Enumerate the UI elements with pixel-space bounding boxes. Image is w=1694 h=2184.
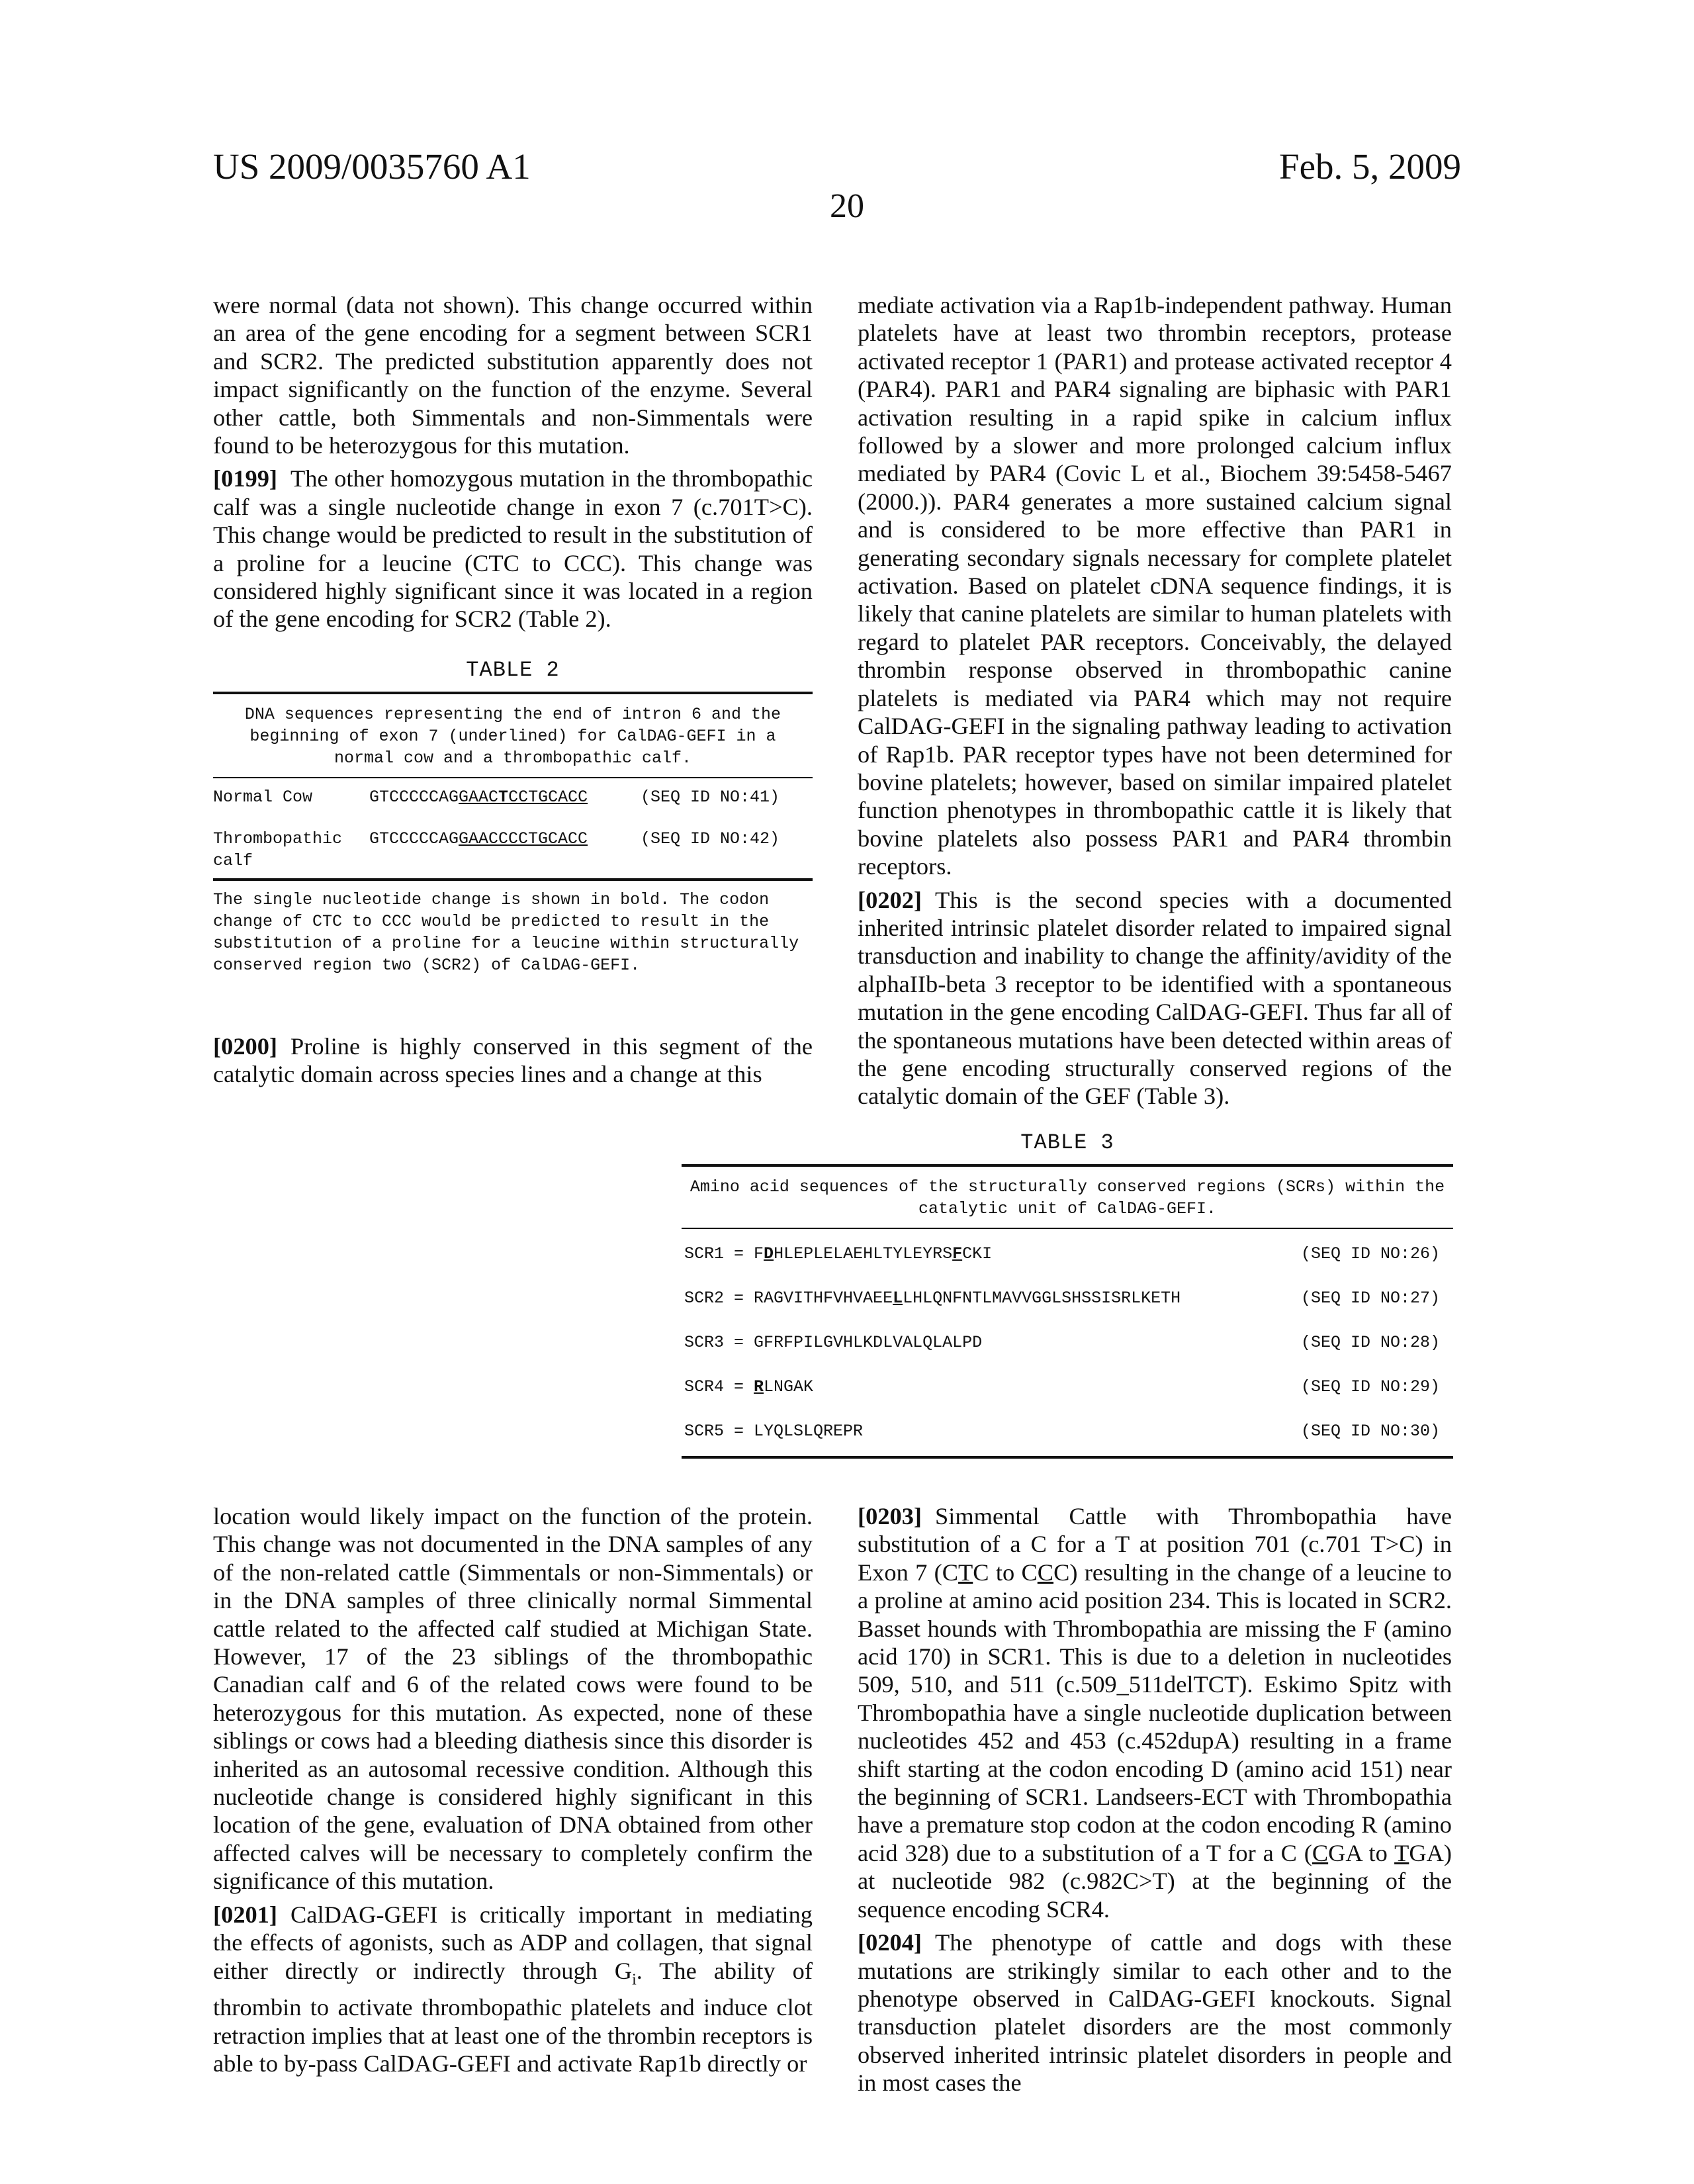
paragraph-text: The other homozygous mutation in the thrombopathic calf was a single nucleotide change in exon 7 (c.701T>C). This change would be predicted to result in the substitution of a proline for a leucine (CTC to CCC). This change was considered highly significant since it was located in a region of the gene encoding for SCR2 (Table 2). — [213, 465, 813, 633]
seq-id: (SEQ ID NO:42) — [641, 829, 780, 848]
scr-sequence: SCR5 = LYQLSLQREPR — [684, 1422, 864, 1441]
paragraph-0203: [0203] Simmental Cattle with Thrombopathia have substitution of a C for a T at position 701 (c.701 T>C) in Exon 7 (CTC to CCC) resulting in the change of a leucine to a proline at amino acid position 234. This is located in SCR2. Basset hounds with Thrombopathia are missing the F (amino acid 170) in SCR1. This is due to a deletion in nucleotides 509, 510, and 511 (c.509_511delTCT). Eskimo Spitz with Thrombopathia have a single nucleotide duplication between nucleotides 452 and 453 (c.452dupA) resulting in a frame shift starting at the codon encoding D (amino acid 151) near the beginning of SCR1. Landseers-ECT with Thrombopathia have a premature stop codon at the codon encoding R (amino acid 328) due to a substitution of a T for a C (CGA to TGA) at nucleotide 982 (c.982C>T) at the beginning of the sequence encoding SCR4. — [858, 1503, 1452, 1923]
table-row — [682, 1320, 1453, 1365]
seq-id: (SEQ ID NO:29) — [1300, 1377, 1440, 1396]
paragraph-number: [0204] — [858, 1929, 922, 1956]
table-caption: TABLE 3 — [1020, 1130, 1114, 1155]
paragraph-text: Proline is highly conserved in this segment of the catalytic domain across species lines and a change at this — [213, 1033, 813, 1088]
right-column-top — [858, 291, 1452, 1111]
dna-sequence: GTCCCCCAGGAACCCCTGCACC — [369, 829, 588, 848]
table-description: Amino acid sequences of the structurally conserved regions (SCRs) within the catalytic unit of CalDAG-GEFI. — [690, 1177, 1445, 1218]
paragraph-number: [0201] — [213, 1901, 278, 1928]
table-row — [213, 786, 813, 808]
seq-id: (SEQ ID NO:28) — [1300, 1333, 1440, 1352]
table-row — [682, 1276, 1453, 1320]
table-2 — [213, 658, 813, 976]
paragraph-number: [0199] — [213, 465, 278, 492]
publication-date: Feb. 5, 2009 — [1279, 146, 1461, 187]
paragraph-continued: location would likely impact on the function of the protein. This change was not documented in the DNA samples of any of the non-related cattle (Simmentals or non-Simmentals) or in the DNA samples of three clinically normal Simmental cattle related to the affected calf studied at Michigan State. However, 17 of the 23 siblings of the thrombopathic Canadian calf and 6 of the related cows were found to be heterozygous for this mutation. As expected, none of these siblings or cows had a bleeding diathesis since this disorder is inherited as an autosomal recessive condition. Although this nucleotide change is considered highly significant in this location of the gene, evaluation of DNA obtained from other affected calves will be necessary to completely confirm the significance of this mutation. — [213, 1503, 813, 1895]
paragraph-0200 — [213, 1032, 813, 1089]
publication-number: US 2009/0035760 A1 — [213, 146, 531, 187]
seq-id: (SEQ ID NO:27) — [1300, 1289, 1440, 1308]
scr-sequence: SCR1 = FDHLEPLELAEHLTYLEYRSFCKI — [684, 1244, 993, 1263]
paragraph-0204 — [858, 1929, 1452, 2097]
paragraph-0199 — [213, 465, 813, 633]
seq-id: (SEQ ID NO:26) — [1300, 1244, 1440, 1263]
seq-id: (SEQ ID NO:41) — [641, 788, 780, 807]
paragraph-0201: [0201] CalDAG-GEFI is critically important in mediating the effects of agonists, such as ADP and collagen, that signal either directly or indirectly through $G_i$. The ability of thrombin to activate thrombopathic platelets and induce clot retraction implies that at least one of the thrombin receptors is able to by-pass CalDAG-GEFI and activate Rap1b directly or — [213, 1901, 813, 2077]
scr-sequence: SCR4 = RLNGAK — [684, 1377, 814, 1396]
paragraph-continued: mediate activation via a Rap1b-independent pathway. Human platelets have at least two thrombin receptors, protease activated receptor 1 (PAR1) and protease activated receptor 4 (PAR4). PAR1 and PAR4 signaling are biphasic with PAR1 activation resulting in a rapid spike in calcium influx followed by a slower and more prolonged calcium influx mediated by PAR4 (Covic L et al., Biochem 39:5458-5467 (2000.)). PAR4 generates a more sustained calcium signal and is considered to be more effective than PAR1 in generating secondary signals necessary for complete platelet activation. Based on platelet cDNA sequence findings, it is likely that canine platelets are similar to human platelets with regard to platelet PAR receptors. Conceivably, the delayed thrombin response observed in thrombopathic canine platelets is mediated via PAR4 which may not require CalDAG-GEFI in the signaling pathway leading to activation of Rap1b. PAR receptor types have not been determined for bovine platelets; however, based on similar impaired platelet function phenotypes in thrombopathic cattle it is likely that bovine platelets also possess PAR1 and PAR4 thrombin receptors. — [858, 292, 1452, 880]
scr-sequence: SCR2 = RAGVITHFVHVAEELLHLQNFNTLMAVVGGLSHSSISRLKETH — [684, 1289, 1181, 1308]
table-caption: TABLE 2 — [466, 658, 560, 682]
page-number: 20 — [830, 187, 864, 225]
left-column-bottom — [213, 1502, 813, 2077]
left-column-top — [213, 291, 813, 633]
right-column-bottom — [858, 1502, 1452, 2097]
paragraph-0202 — [858, 886, 1452, 1111]
table-row — [213, 828, 813, 872]
table-note: The single nucleotide change is shown in bold. The codon change of CTC to CCC would be predicted to result in the substitution of a proline for a leucine within structurally conserved region two (SCR2) of CalDAG-GEFI. — [213, 890, 799, 975]
paragraph-continued: were normal (data not shown). This change occurred within an area of the gene encoding for a segment between SCR1 and SCR2. The predicted substitution apparently does not impact significantly on the function of the enzyme. Several other cattle, both Simmentals and non-Simmentals were found to be heterozygous for this mutation. — [213, 292, 813, 459]
paragraph-number: [0202] — [858, 886, 922, 913]
row-label: Thrombopathic calf — [213, 829, 343, 870]
seq-id: (SEQ ID NO:30) — [1300, 1422, 1440, 1441]
paragraph-number: [0200] — [213, 1033, 278, 1060]
table-row — [682, 1409, 1453, 1453]
dna-sequence: GTCCCCCAGGAACTCCTGCACC — [369, 788, 588, 807]
paragraph-number: [0203] — [858, 1503, 922, 1529]
paragraph-text: This is the second species with a documented inherited intrinsic platelet disorder related to impaired signal transduction and inability to change the affinity/avidity of the alphaIIb-beta 3 receptor to be identified with a spontaneous mutation in the gene encoding CalDAG-GEFI. Thus far all of the spontaneous mutations have been detected within areas of the gene encoding structurally conserved regions of the catalytic domain of the GEF (Table 3). — [858, 886, 1452, 1110]
row-label: Normal Cow — [213, 788, 313, 807]
table-row — [682, 1232, 1453, 1276]
table-3 — [682, 1130, 1453, 1459]
paragraph-text: The phenotype of cattle and dogs with these mutations are strikingly similar to each other and to the phenotype observed in CalDAG-GEFI knockouts. Signal transduction platelet disorders are the most commonly observed inherited intrinsic platelet disorders in people and in most cases the — [858, 1929, 1452, 2097]
table-description: DNA sequences representing the end of intron 6 and the beginning of exon 7 (underlined) for CalDAG-GEFI in a normal cow and a thrombopathic calf. — [244, 705, 781, 768]
table-row — [682, 1365, 1453, 1409]
left-column-middle — [213, 1032, 813, 1089]
scr-sequence: SCR3 = GFRFPILGVHLKDLVALQLALPD — [684, 1333, 983, 1352]
